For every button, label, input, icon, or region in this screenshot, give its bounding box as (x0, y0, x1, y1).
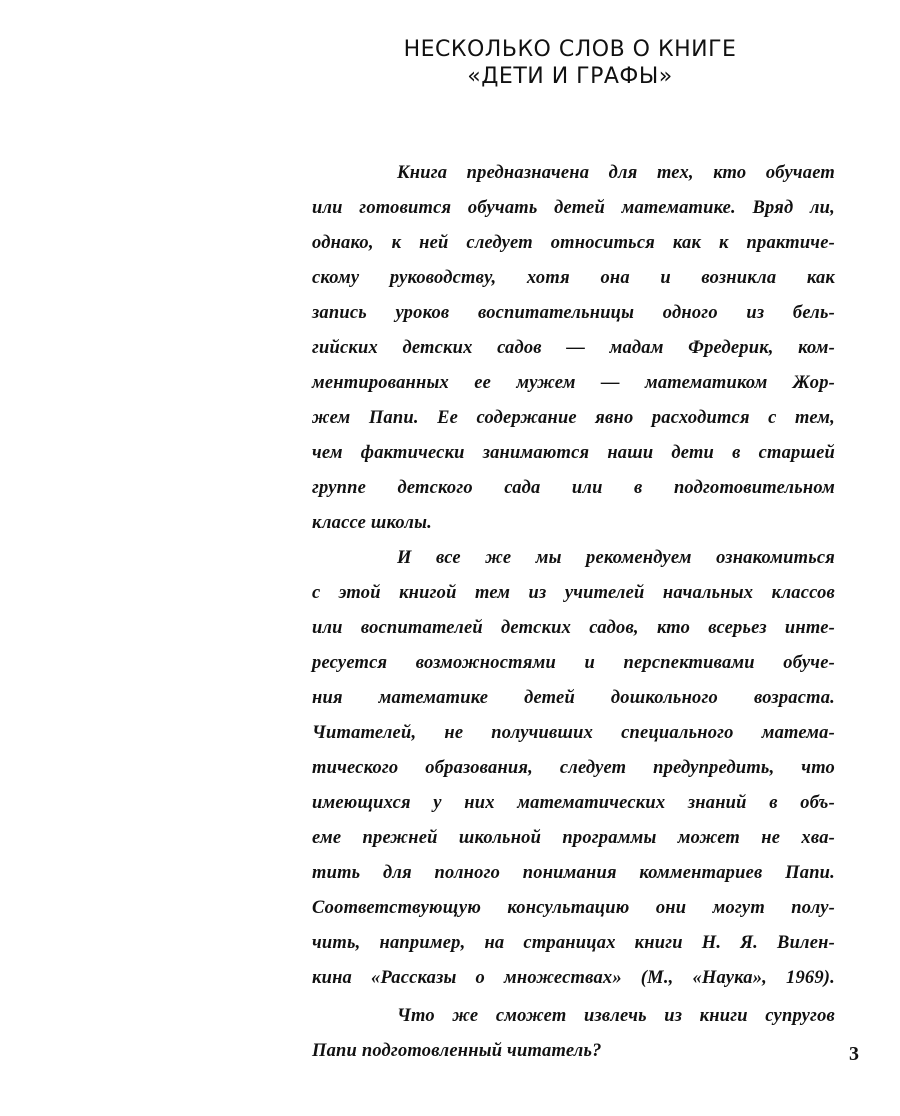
text-line: И все же мы рекомендуем ознакомиться (397, 548, 835, 568)
text-line: гийских детских садов — мадам Фредерик, ком- (312, 338, 835, 358)
text-line: группе детского сада или в подготовительном (312, 478, 835, 498)
text-line: с этой книгой тем из учителей начальных классов (312, 583, 835, 603)
page-number: 3 (849, 1043, 859, 1065)
text-line: ния математике детей дошкольного возраста. (312, 688, 835, 708)
text-line: скому руководству, хотя она и возникла как (312, 268, 835, 288)
text-line: ментированных ее мужем — математиком Жор- (312, 373, 835, 393)
text-line: Читателей, не получивших специального матема- (312, 723, 835, 743)
text-line: Папи подготовленный читатель? (312, 1041, 602, 1061)
text-line: однако, к ней следует относиться как к практиче- (312, 233, 835, 253)
text-line: кина «Рассказы о множествах» (М., «Наука», 1969). (312, 968, 835, 988)
text-line: или готовится обучать детей математике. Вряд ли, (312, 198, 835, 218)
text-line: ресуется возможностями и перспективами обуче- (312, 653, 835, 673)
text-line: запись уроков воспитательницы одного из бель- (312, 303, 835, 323)
text-line: еме прежней школьной программы может не хва- (312, 828, 835, 848)
text-line: имеющихся у них математических знаний в объ- (312, 793, 835, 813)
text-line: тического образования, следует предупредить, что (312, 758, 835, 778)
text-line: классе школы. (312, 513, 432, 533)
page-title-line-2: «ДЕТИ И ГРАФЫ» (467, 64, 673, 89)
text-line: Книга предназначена для тех, кто обучает (397, 163, 835, 183)
text-line: Что же сможет извлечь из книги супругов (397, 1006, 835, 1026)
text-line: жем Папи. Ее содержание явно расходится с тем, (312, 408, 835, 428)
text-line: Соответствующую консультацию они могут полу- (312, 898, 835, 918)
text-line: или воспитателей детских садов, кто всерьез инте- (312, 618, 835, 638)
page-title (310, 36, 830, 90)
text-line: тить для полного понимания комментариев Папи. (312, 863, 835, 883)
text-line: чить, например, на страницах книги Н. Я. Вилен- (312, 933, 835, 953)
page-title-line-1: НЕСКОЛЬКО СЛОВ О КНИГЕ (403, 37, 737, 62)
text-line: чем фактически занимаются наши дети в старшей (312, 443, 835, 463)
